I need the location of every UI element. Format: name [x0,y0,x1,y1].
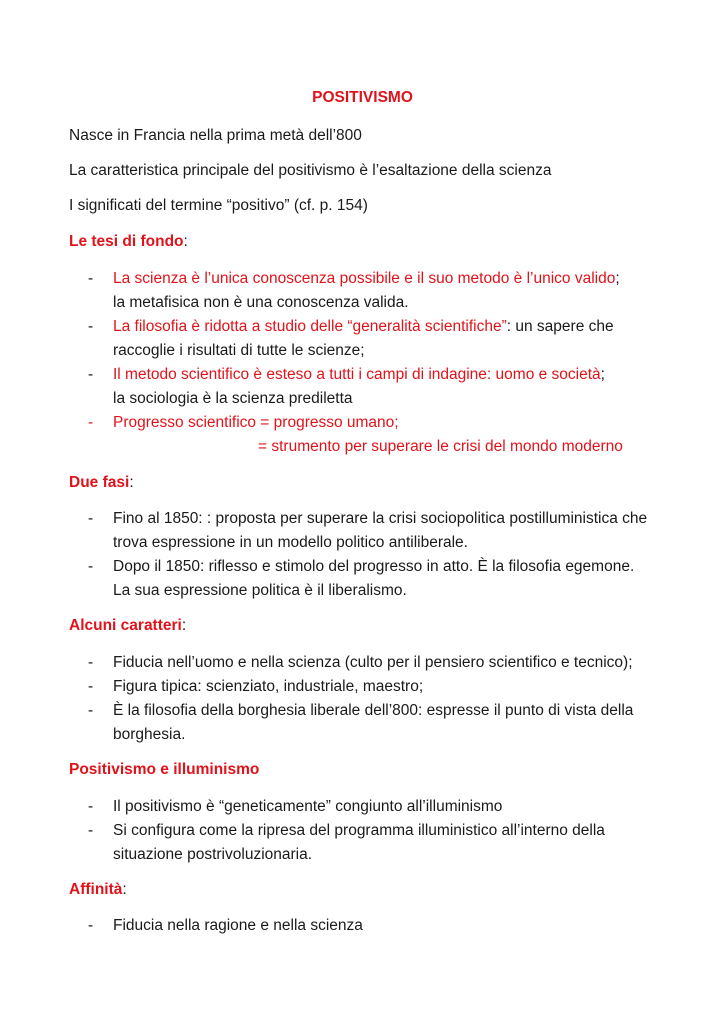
list-item [113,366,605,384]
list-dash: - [88,654,94,671]
intro-line-1: Nasce in Francia nella prima metà dell’800 [69,127,362,144]
list-item-continuation: raccoglie i risultati di tutte le scienze; [113,342,365,359]
list-item: Fino al 1850: : proposta per superare la crisi sociopolitica postilluministica che [113,510,648,527]
section-heading-caratteri [69,617,186,635]
list-dash: - [88,318,94,335]
section-heading-affinita [69,881,127,899]
section-heading-fasi [69,474,134,492]
heading-colon: : [183,233,188,250]
page-title: POSITIVISMO [312,89,413,106]
heading-text: Due fasi [69,474,130,491]
list-item: Figura tipica: scienziato, industriale, maestro; [113,678,424,695]
list-dash: - [88,558,94,575]
item-tail: ; [615,270,620,287]
intro-line-3: I significati del termine “positivo” (cf. p. 154) [69,197,368,214]
list-dash: - [88,917,94,934]
list-item: Si configura come la ripresa del programma illuministico all’interno della [113,822,605,839]
list-item-continuation: la sociologia è la scienza prediletta [113,390,353,407]
heading-text: Positivismo e illuminismo [69,761,260,778]
item-tail: : un sapere che [506,318,614,335]
heading-colon: : [129,474,134,491]
list-item-continuation: trova espressione in un modello politico antiliberale. [113,534,468,551]
section-heading-illuminismo [69,761,259,779]
list-dash: - [88,798,94,815]
heading-text: Alcuni caratteri [69,617,182,634]
item-highlight: La filosofia è ridotta a studio delle “generalità scientifiche” [113,318,507,335]
list-dash: - [88,678,94,695]
list-item: È la filosofia della borghesia liberale dell’800: espresse il punto di vista della [113,702,634,719]
list-dash: - [88,702,94,719]
item-highlight: Il metodo scientifico è esteso a tutti i campi di indagine: uomo e società [113,366,601,383]
item-highlight: La scienza è l’unica conoscenza possibile e il suo metodo è l’unico valido [113,270,616,287]
list-item [113,318,614,336]
list-item: Progresso scientifico = progresso umano; [113,414,399,431]
list-item-continuation: borghesia. [113,726,186,743]
list-dash: - [88,366,94,383]
list-dash: - [88,270,94,287]
list-item [113,270,620,288]
list-dash: - [88,414,94,431]
heading-text: Le tesi di fondo [69,233,184,250]
list-item-continuation: = strumento per superare le crisi del mondo moderno [258,438,623,455]
heading-colon: : [181,617,187,634]
list-item: Fiducia nella ragione e nella scienza [113,917,363,934]
list-item-continuation: situazione postrivoluzionaria. [113,846,313,863]
list-item-continuation: la metafisica non è una conoscenza valida. [113,294,409,311]
heading-text: Affinità [69,881,123,898]
heading-colon: : [122,881,127,898]
item-tail: ; [600,366,605,383]
section-heading-tesi [69,233,188,251]
intro-line-2: La caratteristica principale del positivismo è l’esaltazione della scienza [69,162,552,179]
list-dash: - [88,510,94,527]
list-item: Dopo il 1850: riflesso e stimolo del progresso in atto. È la filosofia egemone. [113,558,635,575]
list-dash: - [88,822,94,839]
list-item-continuation: La sua espressione politica è il liberalismo. [113,582,407,599]
list-item: Fiducia nell’uomo e nella scienza (culto per il pensiero scientifico e tecnico); [113,654,633,671]
list-item: Il positivismo è “geneticamente” congiunto all’illuminismo [113,798,503,815]
